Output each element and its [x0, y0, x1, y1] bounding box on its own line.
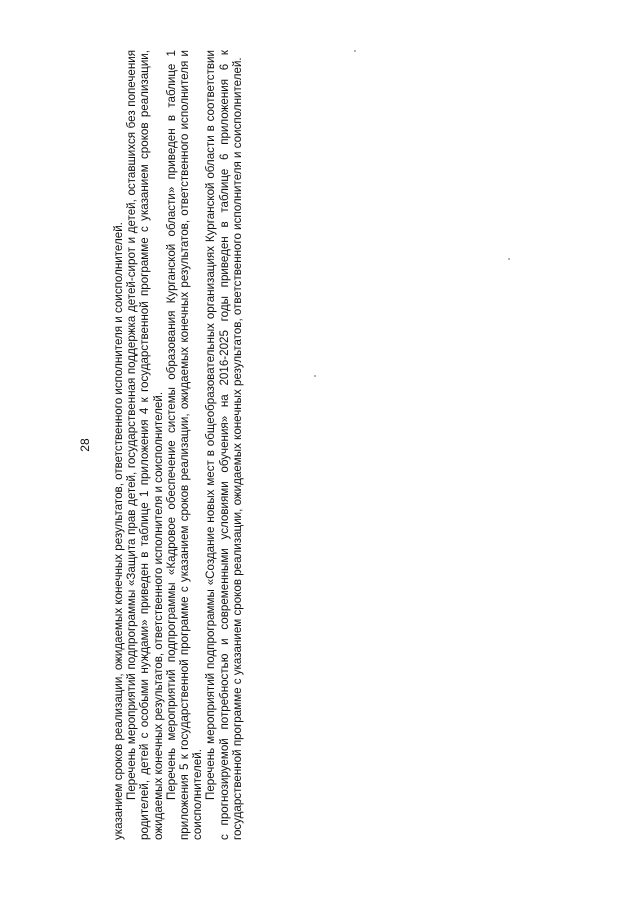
paragraph-child-protection: Перечень мероприятий подпрограммы «Защита прав детей, государственная поддержка детей-сирот и детей, оставшихся без попечения родителей, детей с особыми нуждами» приведен в таблице 1 приложения 4 к государственной программе с указанием сроков реализации, ожидаемых конечных результатов, ответственного исполнителя и соисполнителей. — [125, 50, 165, 840]
paragraph-continuation: указанием сроков реализации, ожидаемых конечных результатов, ответственного исполнителя и соисполнителей. — [112, 222, 125, 840]
scan-speck — [508, 258, 510, 260]
scan-speck — [314, 375, 316, 377]
page-number: 28 — [78, 438, 92, 452]
paragraph-staffing: Перечень мероприятий подпрограммы «Кадровое обеспечение системы образования Курганской области» приведен в таблице 1 приложения 5 к государственной программе с указанием сроков реализации, ожидаемых конечных результатов, ответственного исполнителя и соисполнителей. — [164, 50, 205, 840]
paragraph-new-school-places: Перечень мероприятий подпрограммы «Создание новых мест в общеобразовательных организациях Курганской области в соответствии с прогнозируемой потребностью и современными условиями обучения» на 2016-2025 годы приведен в таблице 6 приложения 6 к государственной программе с указанием сроков реализации, ожидаемых конечных результатов, ответственного исполнителя и соисполнителей. — [204, 50, 244, 840]
scan-speck — [354, 50, 356, 52]
rotated-text-block — [78, 50, 308, 840]
body-text — [112, 50, 244, 840]
